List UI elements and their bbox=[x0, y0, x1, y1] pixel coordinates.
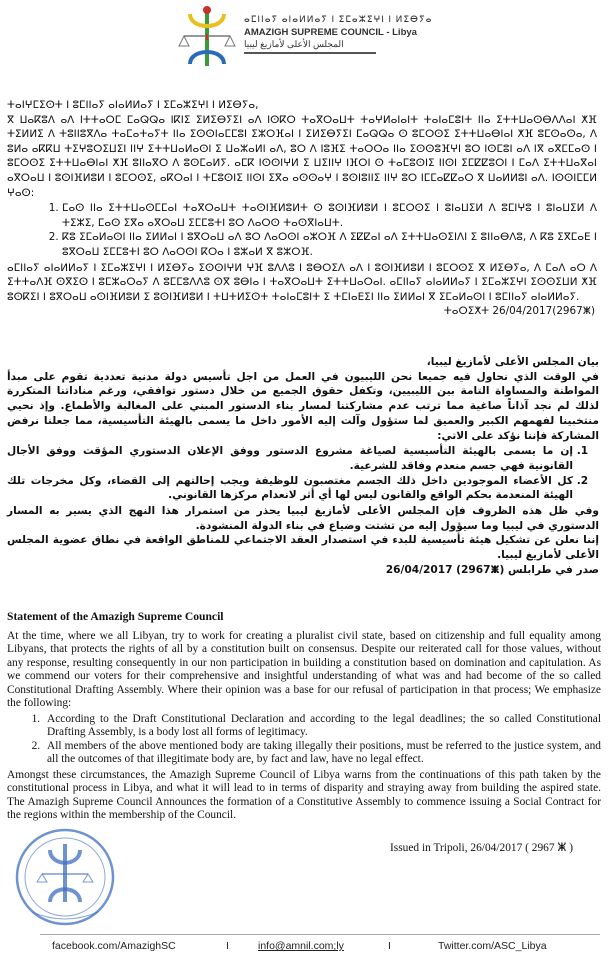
org-name-tifinagh: ⴰⵎⵏⵏⴰⵢ ⴰⵏⴰⵍⵍⴰⵢ ⵏ ⵉⵎⴰⵣⵉⵖⵏ ⵏ ⵍⵉⴱⵢⴰ bbox=[244, 14, 433, 24]
tifinagh-title: ⵜⴰⵏⵖⵎⵉⵙⵜ ⵏ ⵓⵎⵏⵏⴰⵢ ⴰⵏⴰⵍⵍⴰⵢ ⵏ ⵉⵎⴰⵣⵉⵖⵏ ⵏ ⵍⵉⴱⵢⴰ, bbox=[7, 99, 259, 111]
english-title: Statement of the Amazigh Supreme Council bbox=[7, 610, 224, 623]
footer-separator: I bbox=[388, 940, 391, 952]
arabic-list bbox=[7, 444, 599, 503]
statement-english bbox=[7, 610, 601, 823]
statement-arabic bbox=[7, 355, 599, 578]
tifinagh-paragraph-1: ⴳ ⵡⴰⴽⵓⴷ ⴰⴷ ⵏⵜⵜⴰⵔⵎ ⵎⴰⵕⵕⴰ ⵏⴽⵏⵉ ⵉⵍⵉⴱⵢⵉⵏ ⴰⴷ ⵏⵙⴽⵔ ⵜⴰⴳⵔⴰⵡⵜ ⵜⴰⵖⵍⴰⵏⴰⵏⵜ ⵜⴰⵏⴰⵎⵓⵏⵜ ⵏⵏⴰ ⵉⵜⵜⵡⴰⵙⴱⴷⴷⴰⵏ ⵅⴼ ⵜⵉⵍⵍⵉ ⴷ ⵜⵓⵏⵏⵓⴳⴷⴰ ⵜⴰⵎⴰⵜⴰⵢⵜ ⵏⵏⴰ ⵉⵙⵙⵏⴰⵎⵎⵓⵏ ⵉⵣⵔⴼⴰⵏ ⵏ ⵉⵍⵉⴱⵢⵉⵏ ⵎⴰⵕⵕⴰ ⵙ ⵓⵎⵔⵙⵉ ⵉⵜⵜⵡⴰⴱⵏⴰⵏ ⵅⴼ ⵓⵎⵙⴰⵙⴰ, ⴷ ⵓⵍⴰ ⴰⴽⴽⵡ ⵜⵉⵖⵓⵔⵉⵡⵉⵏ ⵏⵏⵖ ⵉⵜⵜⵡⴰⵍⴰⵙⵏ ⵉ ⵡⴰⵣⴰⵍⵏ ⴰⴷ, ⵓⵔ ⴷ ⵏⵓⴼⵉ ⵜⴰⵔⵔⴰ ⵏⵏⴰ ⵉⵙⵙⵓⴼⵖⵏ ⵓⵔ ⵏⵙⵎⵓⵏ ⴰⴷ ⵏⴳ ⴰⴳⵎⵎⴰⵙ ⵏ ⵓⵎⵔⵙⵉ ⵉⵜⵜⵡⴰⴱⵏⴰⵏ ⵅⴼ ⵓⵏⵏⴰⴳⵔ ⴷ ⵓⵙⵎⴰⵍⵢ. ⴰⵎⴽ ⵏⵙⵙⵏⵖⵍ ⵉ ⵡⵉⵏⵏⵖ ⵏⴼⵔⵏ ⵙ ⵜⴰⵎⵓⵙⵏⵉ ⵏⵏⵙⵏ ⵉⵎⵇⵇⵓⵔⵏ ⵏ ⵎⴰⴷ ⵉⵜⵜⵡⴰⴳⴰⵏ ⴰⴳⵔⴰⵡ ⵏ ⵓⵙⵏⴼⵍⵓⵍ ⵏ ⵓⵎⵔⵙⵉ, ⴰⴽⵔⴰⵏ ⵏ ⵜⵎⵓⵙⵏⵉ ⵏⵏⵙⵏ ⵉⴳⴰ ⴰⵙⵙⴰⵖ ⵏ ⵓⵙⵏⵓⵏⵏⵉ ⵏⵏⵖ ⵓⵔ ⵏⵎⵎⴰⵇⵇⴰⵔ ⴳ ⵡⴰⵍⵍⵓⵏ ⴰⴷ. ⵏⵙⵙⵏⵎⵎⵍ ⵖⴰⵙ: bbox=[7, 113, 597, 199]
list-item: 1. ⵎⴰⵙ ⵏⵏⴰ ⵉⵜⵜⵡⴰⵙⵎⵎⴰⵏ ⵜⴰⴳⵔⴰⵡⵜ ⵜⴰⵙⵏⴼⵍⵓⵍⵜ ⵙ ⵓⵙⵏⴼⵍⵓⵍ ⵏ ⵓⵎⵔⵙⵉ ⵏ ⵓⵏⴰⵡⵉⵍ ⴷ ⵓⵎⵏⵖⵓ ⵏ ⵓⵏⴰⵡⵉⵍ ⴷ ⵜⵉⵣⵉ, ⵎⴰⵙ ⵉⴳⴰ ⴰⴳⵔⴰⵡ ⵉⵎⵎⵓⵜⵏ ⵓⵔ ⴷⴰⵔⵙ ⵜⴰⵙⴳⵏⴰⵡⵜ. bbox=[62, 201, 597, 230]
list-item: 2. كل الأعضاء الموجودين داخل ذلك الجسم مغتصبون للوظيفة ويجب إحالتهم إلى القضاء، وكل مخرجات تلك الهيئة المنعدمة بحكم الواقع والقانون ليس لها أي أثر لانعدام مركزها القانوني. bbox=[7, 474, 573, 503]
english-list bbox=[7, 713, 601, 767]
english-issued: Issued in Tripoli, 26/04/2017 ( 2967 ⵥ ) bbox=[390, 842, 574, 854]
amazigh-council-logo bbox=[176, 4, 238, 74]
twitter-link[interactable]: Twitter.com/ASC_Libya bbox=[438, 940, 547, 952]
letterhead bbox=[0, 0, 610, 80]
footer bbox=[0, 938, 610, 958]
tifinagh-list bbox=[7, 201, 597, 259]
list-item: 2. All members of the above mentioned body are taking illegally their positions, must be referred to the justice system, and all the outcomes of that illegitimate body are, by fact and law, have no legal effect. bbox=[43, 740, 601, 767]
header-rule bbox=[244, 52, 376, 54]
arabic-issued: صدر في طرابلس (2967ⵥ) 26/04/2017 bbox=[385, 563, 599, 576]
english-paragraph-2: Amongst these circumstances, the Amazigh Supreme Council of Libya warns from the continuations of this path taken by the constitutional process in Libya, and what it will lead to in terms of disparity and straying away from building the aspired state. The Amazigh Supreme Council Announces the formation of a Constitutive Assembly to commence issuing a Social Contract for the regions within the membership of the Council. bbox=[7, 768, 601, 821]
english-paragraph-1: At the time, where we all Libyan, try to work for creating a pluralist civil state, based on citizenship and full equality among Libyans, that protects the rights of all by a constitution built on consensus. Despite our reiterated call for those values, without any response, resulting consequently in our non participation in building a constitution based on domination and capitulation. As we commend our voters for their comprehensive and insightful understanding of what was and had become of the so called Constitutional Drafting Assembly. Where their opinion was a base for our refusal of participation in that process; We emphasize the following: bbox=[7, 629, 601, 709]
footer-divider bbox=[40, 934, 600, 935]
list-item: 1. According to the Draft Constitutional Declaration and according to the legal deadlines; the so called Constitutional Drafting Assembly, is a body lost all forms of legitimacy. bbox=[43, 713, 601, 740]
tifinagh-date: ⵜⴰⵔⵉⵅⵜ 26/04/2017(2967ⵥ) bbox=[443, 305, 595, 318]
tifinagh-paragraph-2: ⴰⵎⵏⵏⴰⵢ ⴰⵏⴰⵍⵍⴰⵢ ⵏ ⵉⵎⴰⵣⵉⵖⵏ ⵏ ⵍⵉⴱⵢⴰ ⵉⵙⵙⵏⵖⵍ ⵖⴼ ⵓⴷⴷⵓ ⵏ ⵓⴱⵔⵉⴷ ⴰⴷ ⵏ ⵓⵙⵏⴼⵍⵓⵍ ⵏ ⵓⵎⵔⵙⵉ ⴳ ⵍⵉⴱⵢⴰ, ⴷ ⵎⴰⴷ ⴰⵔ ⴷ ⵉⵜⵜⴰⴷⴼ ⵙⴳⵉⵙ ⵏ ⵓⵎⵣⴰⵔⴰⵢ ⴷ ⵓⵎⵎⵓⴷⴷⵓ ⵙⴳ ⵓⴱⵏⴰ ⵏ ⵜⴰⴳⵔⴰⵡⵜ ⵉⵜⵜⵡⴰⵔⴰⵏ. ⴰⵎⵏⵏⴰⵢ ⴰⵏⴰⵍⵍⴰⵢ ⵏ ⵉⵎⴰⵣⵉⵖⵏ ⵉⵙⵙⵉⵡⵍ ⵅⴼ ⵓⵙⴽⵉⵏ ⵏ ⵓⴳⵔⴰⵡ ⴰⵙⵏⴼⵍⵓⵍ ⵉ ⵓⵙⵏⴼⵍⵓⵍ ⵏ ⵜⵡⵜⵍⵉⵙⵜ ⵜⴰⵏⴰⵎⵓⵏⵜ ⵉ ⵜⵎⵏⴰⴹⵉⵏ ⵏⵏⴰ ⵉⵍⵍⴰⵏ ⴳ ⵉⵎⴰⵍⴰⵙⵏ ⵏ ⵓⵎⵏⵏⴰⵢ ⴰⵏⴰⵍⵍⴰⵢ. bbox=[7, 261, 597, 303]
arabic-paragraph-1: في الوقت الذي نحاول فيه جميعا نحن الليبيون في العمل من اجل تأسيس دولة مدنية تعددية تقوم على مبدأ المواطنة والمساواة التامة بين الليبيين، وتكفل حقوق الجميع من خلال دستور توافقي، ورغم مناداتنا المتكررة لذلك لم نجد آذاناً صاغية مما ترتب عدم مشاركتنا لمسار بناء الدستور المبني على المغالبة والأطماع. وإذ نحيي منتخبينا لفهمهم الكبير والعميق لما ستؤول وآلت إليه الأمور داخل ما يسمى بالهيئة التأسيسية، مما جعلنا نرفض المشاركة فإننا نؤكد على الاتي: bbox=[7, 370, 599, 442]
list-item: 2. ⴽⵓ ⵉⵎⴰⵍⴰⵙⵏ ⵏⵏⴰ ⵉⵍⵍⴰⵏ ⵏ ⵓⴳⵔⴰⵡ ⴰⴷ ⵓⵔ ⴷⴰⵔⵙⵏ ⴰⵣⵔⴼ ⴷ ⵉⵇⵇⴰⵏ ⴰⴷ ⵉⵜⵜⵡⴰⵙⵉⵏⴷⵏ ⵉ ⵓⵏⵏⴰⴱⴷⵓ, ⴷ ⴽⵓ ⵉⴳⵎⴰⴹ ⵏ ⵓⴳⵔⴰⵡ ⵉⵎⵎⵓⵜⵏ ⵓⵔ ⴷⴰⵔⵙⵏ ⴽⵔⴰ ⵏ ⵓⵣⴰⵍ ⴳ ⵓⵣⵔⴼ. bbox=[62, 230, 597, 259]
organization-name bbox=[244, 14, 444, 54]
statement-tifinagh bbox=[7, 98, 597, 319]
list-item: 1. إن ما يسمى بالهيئة التأسيسية لصياغة مشروع الدستور ووفق الإعلان الدستوري المؤقت ووفق الأجال القانونية فهي جسم منعدم وفاقد للشرعية. bbox=[7, 444, 573, 473]
arabic-paragraph-2: وفي ظل هذه الظروف فإن المجلس الأعلى لأمازيغ ليبيا يحذر من استمرار هذا النهج الذي يسير به المسار الدستوري في ليبيا وما سيؤول إليه من تشتت وضياع في بناء الدولة المنشودة. bbox=[7, 505, 599, 532]
org-name-arabic: المجلس الأعلى لأمازيغ ليبيا bbox=[244, 39, 344, 49]
facebook-link[interactable]: facebook.com/AmazighSC bbox=[52, 940, 176, 952]
arabic-title: بيان المجلس الأعلى لأمازيغ ليبيا، bbox=[426, 356, 599, 368]
footer-separator: I bbox=[226, 940, 229, 952]
org-name-english: AMAZIGH SUPREME COUNCIL - Libya bbox=[244, 27, 417, 38]
arabic-paragraph-3: إننا نعلن عن تشكيل هيئة تأسيسية للبدء في استصدار العقد الاجتماعي للمناطق الواقعة في نطاق عضوية المجلس الأعلى لأمازيغ ليبيا. bbox=[7, 534, 599, 562]
email-link[interactable]: info@amnil.com;ly bbox=[258, 940, 344, 952]
council-stamp bbox=[10, 822, 120, 932]
